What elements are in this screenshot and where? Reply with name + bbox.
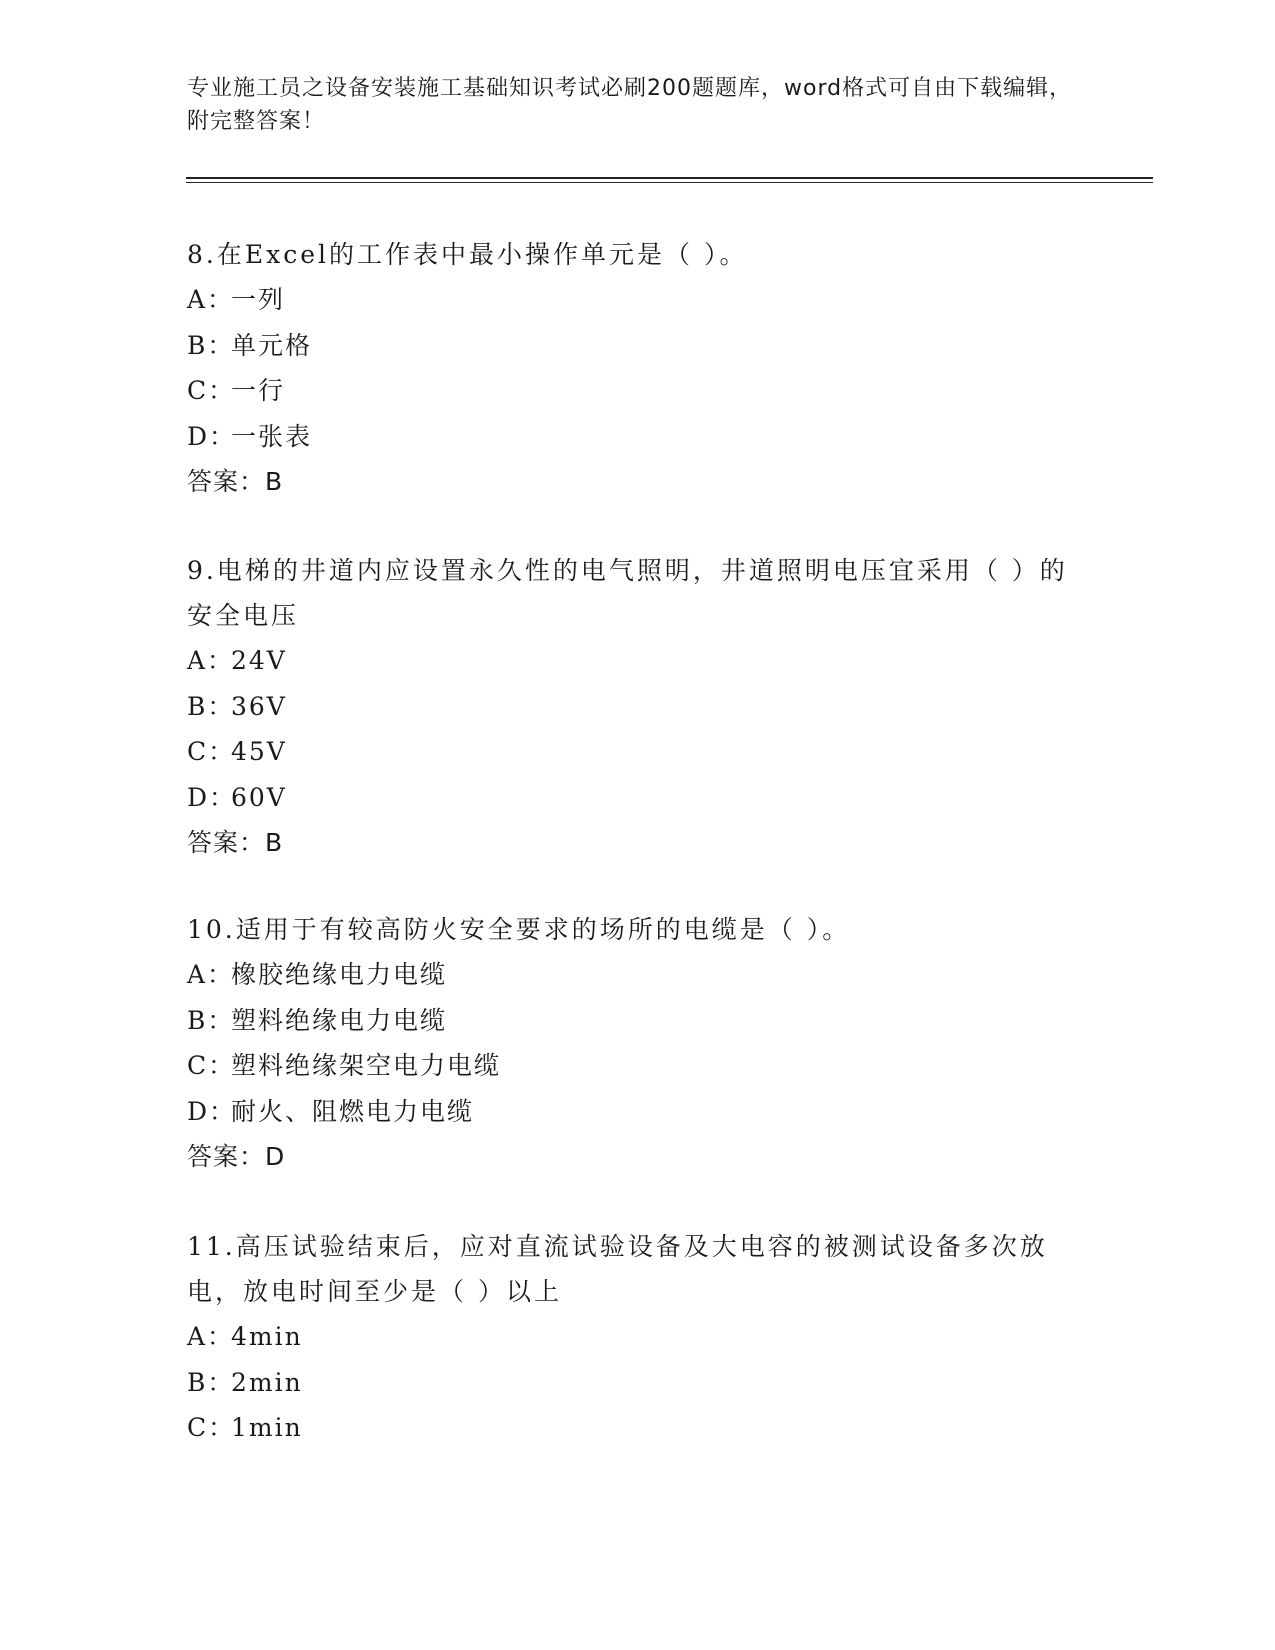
header-divider-thin: [186, 182, 1153, 183]
option-a: [187, 1314, 1087, 1360]
option-a: [187, 638, 1087, 684]
option-d: [187, 414, 1087, 460]
option-text: 2min: [231, 1367, 303, 1397]
option-letter: C：: [187, 376, 236, 405]
option-c: [187, 368, 1087, 414]
option-text: 45V: [231, 737, 287, 766]
answer-label: 答案：D: [187, 1142, 286, 1171]
option-letter: B：: [187, 1367, 235, 1397]
option-text: 一张表: [231, 421, 313, 451]
option-letter: D：: [187, 782, 237, 812]
option-text: 60V: [231, 782, 287, 812]
option-text: 耐火、阻燃电力电缆: [231, 1096, 475, 1126]
option-letter: D：: [187, 1096, 237, 1126]
option-b: [187, 998, 1087, 1044]
option-b: [187, 1360, 1087, 1406]
option-c: [187, 729, 1087, 775]
question-stem: 8.在Excel的工作表中最小操作单元是（ ）。: [187, 240, 748, 269]
option-letter: C：: [187, 737, 236, 766]
option-text: 塑料绝缘架空电力电缆: [231, 1051, 502, 1080]
option-letter: A：: [187, 960, 235, 989]
option-b: [187, 684, 1087, 730]
option-text: 24V: [231, 646, 287, 675]
answer-label: 答案：B: [187, 828, 284, 857]
option-letter: A：: [187, 285, 235, 314]
option-c: [187, 1043, 1087, 1089]
answer-label: 答案：B: [187, 467, 284, 496]
option-c: [187, 1405, 1087, 1451]
option-text: 塑料绝缘电力电缆: [231, 1005, 448, 1035]
question-11: [187, 1224, 1087, 1451]
option-text: 36V: [231, 691, 287, 721]
option-text: 单元格: [231, 330, 313, 360]
option-letter: C：: [187, 1413, 236, 1442]
option-letter: B：: [187, 1005, 235, 1035]
option-letter: C：: [187, 1051, 236, 1080]
header-divider-thick: [186, 177, 1153, 179]
option-letter: B：: [187, 330, 235, 360]
option-letter: D：: [187, 421, 237, 451]
option-text: 橡胶绝缘电力电缆: [231, 960, 448, 989]
option-b: [187, 323, 1087, 369]
question-10: [187, 907, 1087, 1179]
document-header: 专业施工员之设备安装施工基础知识考试必刷200题题库，word格式可自由下载编辑，附完整答案！: [187, 76, 1073, 134]
option-d: [187, 775, 1087, 821]
question-8: [187, 232, 1087, 504]
option-a: [187, 277, 1087, 323]
option-text: 一列: [231, 285, 286, 314]
option-letter: A：: [187, 646, 235, 675]
option-a: [187, 952, 1087, 998]
question-stem: 10.适用于有较高防火安全要求的场所的电缆是（ ）。: [187, 915, 851, 944]
option-letter: A：: [187, 1322, 235, 1351]
option-text: 一行: [231, 376, 286, 405]
question-9: [187, 548, 1087, 865]
question-stem: 11.高压试验结束后，应对直流试验设备及大电容的被测试设备多次放电，放电时间至少是（ ）以上: [187, 1232, 1048, 1306]
option-text: 1min: [231, 1413, 303, 1442]
option-d: [187, 1089, 1087, 1135]
question-stem: 9.电梯的井道内应设置永久性的电气照明，井道照明电压宜采用（ ）的安全电压: [187, 556, 1068, 630]
option-text: 4min: [231, 1322, 303, 1351]
option-letter: B：: [187, 691, 235, 721]
